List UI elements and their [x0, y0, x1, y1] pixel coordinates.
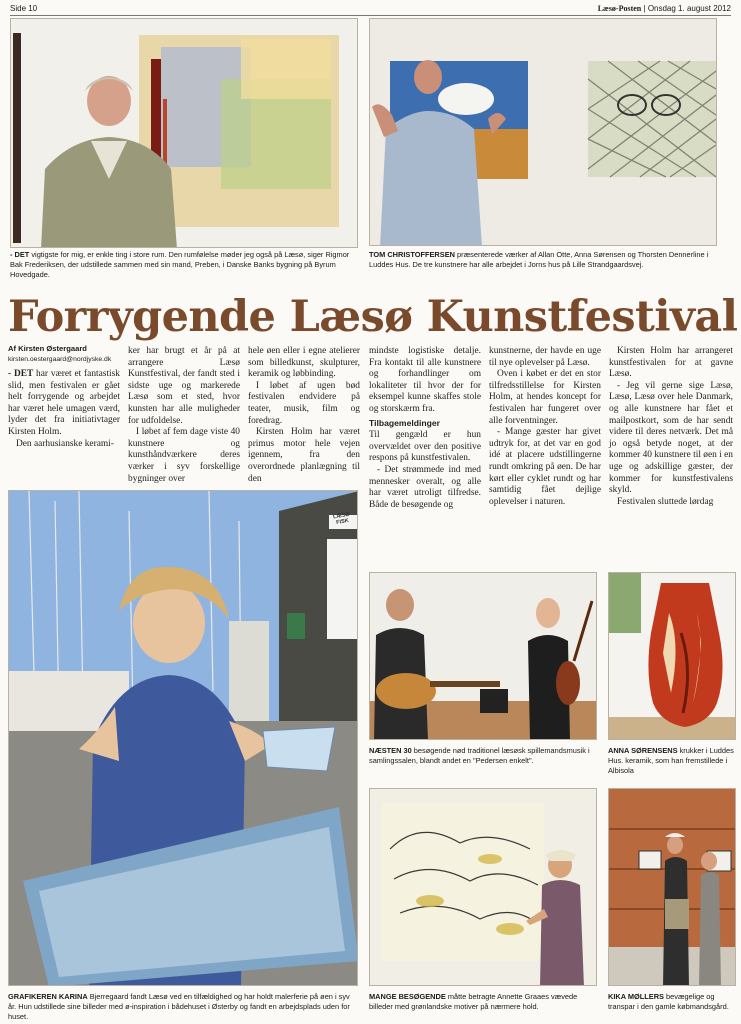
- caption-anna-text: krukker i Luddes Hus. keramik, som han fremstillede i Albisola: [608, 746, 734, 775]
- col4-subhead: Tilbagemeldinger: [369, 417, 440, 428]
- col1-para1-text: har været et fantastisk slid, men festivalen er gået helt forrygende og arbejdet har været hele umagen værd, lyder det fra initiativtager Kirsten Holm.: [8, 369, 120, 437]
- caption-rigmor-lead: - DET: [10, 250, 30, 259]
- col6-para2: [609, 381, 733, 497]
- photo-graaes-illustration: [370, 789, 597, 986]
- col4-para2: [369, 430, 481, 465]
- sign-laeso-fisk: LÆSØ FISK: [332, 511, 351, 526]
- photo-anna-illustration: [609, 573, 736, 740]
- photo-tom-illustration: [370, 19, 717, 246]
- col6-para3-text: Festivalen sluttede lørdag: [617, 496, 714, 507]
- photo-kika-illustration: [609, 789, 736, 986]
- col3-para3-text: Kirsten Holm har været primus motor hele vejen igennem, fra den overordnede planlægning til den: [248, 427, 360, 484]
- col2-para1-text: ker har brugt et år på at arrangere Læsø Kunstfestival, der fandt sted i sidste uge og markerede Læsø som et sted, hvor kunsten har alle muligheder for udfoldelse.: [128, 346, 240, 426]
- caption-karina-lead: GRAFIKEREN KARINA: [8, 992, 88, 1001]
- article-column-6: [609, 346, 733, 508]
- caption-graaes-text: måtte betragte Annette Graaes vævede billeder med grønlandske motiver på nærmere hold.: [369, 992, 578, 1011]
- photo-graaes: [369, 788, 597, 986]
- caption-graaes: [369, 992, 601, 1012]
- newspaper-name: Læsø-Posten: [597, 4, 642, 13]
- caption-rigmor-text: vigtigste for mig, er enkle ting i store rum. Den rumfølelse møder jeg også på Læsø, siger Rigmor Bak Frederiksen, der udstillede sammen med sin mand, Preben, i Danske Banks bygning på Byrum Hovedgade.: [10, 250, 350, 279]
- caption-anna: [608, 746, 738, 776]
- article-headline: Forrygende Læsø Kunstfestival: [8, 292, 738, 342]
- caption-rigmor: [10, 250, 360, 280]
- caption-music: [369, 746, 601, 766]
- caption-kika: [608, 992, 738, 1012]
- photo-karina-illustration: [9, 491, 358, 986]
- col2-para1: [128, 346, 240, 427]
- col2-para2-text: I løbet af fem dage viste 40 kunstnere og kunsthåndværkere deres værker i syv forskellige bygninger over: [128, 427, 240, 484]
- caption-tom: [369, 250, 719, 270]
- caption-karina: [8, 992, 360, 1022]
- photo-tom: [369, 18, 717, 246]
- col5-para2-text: Oven i købet er det en stor tilfredsstillelse for Kirsten Holm, at hendes koncept for festivalen har fungeret over alle forventninger.: [489, 369, 601, 426]
- col5-para1-text: kunstnerne, der havde en uge til nye oplevelser på Læsø.: [489, 346, 601, 368]
- caption-kika-lead: KIKA MØLLERS: [608, 992, 664, 1001]
- col1-para2-text: Den aarhusianske kerami-: [16, 438, 114, 449]
- article-column-2: [128, 346, 240, 485]
- caption-music-text: besøgende nød traditionel læsøsk spillemandsmusik i samlingssalen, blandt andet en "Pedersen enkelt".: [369, 746, 590, 765]
- col2-para2: [128, 427, 240, 485]
- masthead: [598, 4, 731, 13]
- author-email[interactable]: kirsten.oestergaard@nordjyske.dk: [8, 356, 112, 363]
- article-column-1: [8, 369, 120, 450]
- col3-para1-text: hele øen eller i egne atelierer som billedkunst, skulpturer, keramik og løbbinding.: [248, 346, 360, 380]
- col6-para3: [609, 497, 733, 509]
- col5-para2: [489, 369, 601, 427]
- photo-music-illustration: [370, 573, 597, 740]
- col4-para1-text: mindste logistiske detalje. Fra kontakt til alle kunstnere og forhandlinger om lokaliteter til hvor der for eksempel kunne skaffes stole og storskærm fra.: [369, 346, 481, 414]
- article-column-4: [369, 346, 481, 511]
- caption-karina-text: Bjerregaard fandt Læsø ved en tilfældighed og har holdt malerferie på øen i syv år. Hun udstillede sine billeder med ø-inspiration i bådehuset i Østerby og fandt en arbejdsplads uden for huset.: [8, 992, 350, 1021]
- col3-para1: [248, 346, 360, 381]
- caption-kika-text: bevægelige og transpar i den gamle købmandsgård.: [608, 992, 729, 1011]
- page-header: [10, 2, 731, 16]
- col5-para1: [489, 346, 601, 369]
- caption-anna-lead: ANNA SØRENSENS: [608, 746, 678, 755]
- photo-rigmor: [10, 18, 358, 248]
- col1-para2: [8, 439, 120, 451]
- caption-graaes-lead: MANGE BESØGENDE: [369, 992, 446, 1001]
- article-column-5: [489, 346, 601, 508]
- col4-para2-text: Til gengæld er hun overvældet over den positive respons på kunstfestivalen.: [369, 430, 481, 464]
- photo-anna: [608, 572, 736, 740]
- header-separator: |: [643, 4, 648, 13]
- col1-para1-lead: - DET: [8, 369, 34, 379]
- col6-para1: [609, 346, 733, 381]
- col3-para2-text: I løbet af ugen bød festivalen endvidere på teater, musik, film og foredrag.: [248, 380, 360, 426]
- col5-para3-text: - Mange gæster har givet udtryk for, at det var en god idé at placere udstillingerne rundt omkring på øen. De har kørt eller cyklet rundt og har samtidig fået dejlige oplevelser i naturen.: [489, 427, 601, 507]
- photo-music: [369, 572, 597, 740]
- col1-para1: [8, 369, 120, 439]
- caption-tom-text: præsenterede værker af Allan Otte, Anna Sørensen og Thorsten Dennerline i Luddes Hus. De tre kunstnere har alle arbejdet i Jorns hus på Lille Strandgaardsvej.: [369, 250, 709, 269]
- photo-rigmor-illustration: [11, 19, 358, 248]
- col4-para1: [369, 346, 481, 416]
- caption-music-lead: NÆSTEN 30: [369, 746, 412, 755]
- col4-para3: [369, 465, 481, 511]
- article-column-3: [248, 346, 360, 485]
- col3-para2: [248, 381, 360, 427]
- photo-kika: [608, 788, 736, 986]
- photo-karina: [8, 490, 358, 986]
- caption-tom-lead: TOM CHRISTOFFERSEN: [369, 250, 455, 259]
- byline: Af Kirsten Østergaard: [8, 344, 87, 353]
- page-number: Side 10: [10, 4, 38, 13]
- col3-para3: [248, 427, 360, 485]
- col5-para3: [489, 427, 601, 508]
- col4-para3-text: - Det strømmede ind med mennesker overalt, og alle har været utroligt tilfredse. Både de besøgende og: [369, 464, 481, 510]
- issue-date: Onsdag 1. august 2012: [647, 4, 731, 13]
- col6-para1-text: Kirsten Holm har arrangeret kunstfestivalen for at gavne Læsø.: [609, 346, 733, 380]
- col6-para2-text: - Jeg vil gerne sige Læsø, Læsø, Læsø over hele Danmark, og alle kunstnere har fået et mailpostkort, som de har sendt videre til deres netværk. Det må jo også betyde noget, at der kommer 40 kunstnere til øen i en uge og adskillige gæster, der kommer for kunstfestivalens skyld.: [609, 380, 733, 496]
